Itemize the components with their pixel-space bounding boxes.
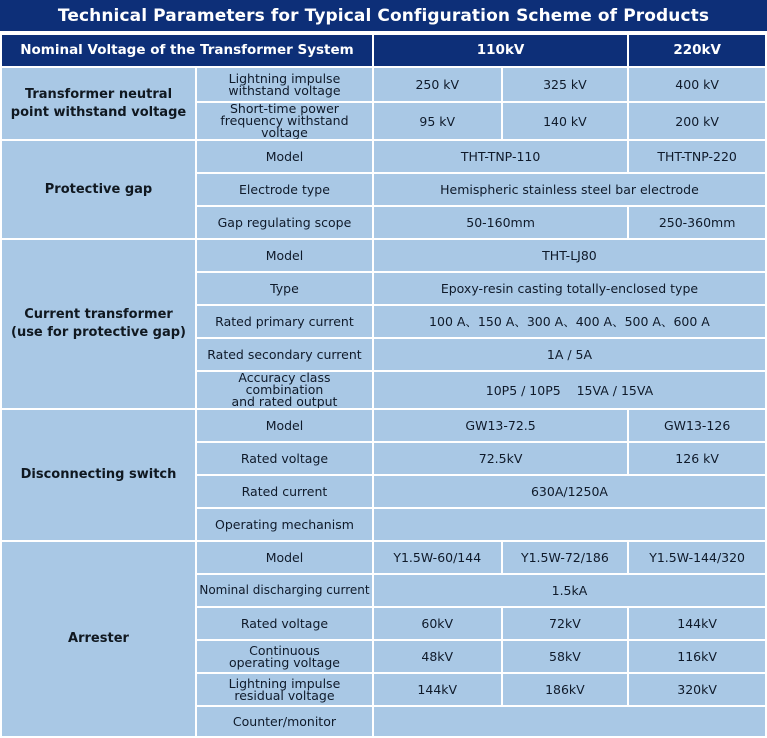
header-110kv: 110kV [374,35,627,66]
param-label: Model [197,542,372,573]
param-label: Type [197,273,372,304]
param-label: Counter/monitor [197,707,372,736]
table-row [2,141,765,172]
value-cell: 250-360mm [629,207,765,238]
value-cell: 95 kV [374,103,501,139]
page-title: Technical Parameters for Typical Configuration Scheme of Products [0,0,767,31]
value-cell: Y1.5W-60/144 [374,542,501,573]
value-cell: THT-TNP-110 [374,141,627,172]
header-220kv: 220kV [629,35,765,66]
value-cell: 58kV [503,641,628,672]
value-cell: 116kV [629,641,765,672]
value-cell: 325 kV [503,68,628,101]
value-cell: 250 kV [374,68,501,101]
param-label: Lightning impulse residual voltage [197,674,372,705]
group-disconnecting-switch: Disconnecting switch [2,410,195,540]
param-label: Rated voltage [197,443,372,474]
param-label: Rated primary current [197,306,372,337]
group-transformer-neutral: Transformer neutral point withstand voltage [2,68,195,139]
value-cell: THT-TNP-220 [629,141,765,172]
group-current-transformer: Current transformer (use for protective gap) [2,240,195,408]
value-cell: Epoxy-resin casting totally-enclosed type [374,273,765,304]
value-cell: 200 kV [629,103,765,139]
value-cell: 50-160mm [374,207,627,238]
value-cell: 72kV [503,608,628,639]
value-cell: 320kV [629,674,765,705]
value-cell: 630A/1250A [374,476,765,507]
param-label: Model [197,410,372,441]
value-cell: 144kV [374,674,501,705]
value-cell: 10P5 / 10P5 15VA / 15VA [374,372,765,408]
value-cell [374,509,765,540]
value-cell: 1.5kA [374,575,765,606]
param-label: Rated secondary current [197,339,372,370]
table-row [2,410,765,441]
param-label: Model [197,141,372,172]
table-row [2,68,765,101]
param-label: Gap regulating scope [197,207,372,238]
value-cell: THT-LJ80 [374,240,765,271]
param-label: Model [197,240,372,271]
value-cell: 48kV [374,641,501,672]
param-label: Lightning impulse withstand voltage [197,68,372,101]
param-label: Rated current [197,476,372,507]
param-label: Rated voltage [197,608,372,639]
value-cell: 400 kV [629,68,765,101]
value-cell: 186kV [503,674,628,705]
value-cell: Hemispheric stainless steel bar electrode [374,174,765,205]
param-label: Short-time power frequency withstand voltage [197,103,372,139]
value-cell: GW13-126 [629,410,765,441]
header-row [2,35,765,66]
param-label: Accuracy class combination and rated output [197,372,372,408]
group-protective-gap: Protective gap [2,141,195,238]
value-cell: Y1.5W-72/186 [503,542,628,573]
value-cell: 126 kV [629,443,765,474]
table-row [2,240,765,271]
value-cell: 140 kV [503,103,628,139]
param-label: Nominal discharging current [197,575,372,606]
value-cell: 72.5kV [374,443,627,474]
param-label: Continuous operating voltage [197,641,372,672]
group-arrester: Arrester [2,542,195,736]
value-cell [374,707,765,736]
value-cell: GW13-72.5 [374,410,627,441]
value-cell: Y1.5W-144/320 [629,542,765,573]
value-cell: 1A / 5A [374,339,765,370]
header-label: Nominal Voltage of the Transformer System [2,35,372,66]
param-label: Electrode type [197,174,372,205]
param-label: Operating mechanism [197,509,372,540]
table-row [2,542,765,573]
parameters-table [0,33,767,738]
value-cell: 100 A、150 A、300 A、400 A、500 A、600 A [374,306,765,337]
value-cell: 144kV [629,608,765,639]
value-cell: 60kV [374,608,501,639]
